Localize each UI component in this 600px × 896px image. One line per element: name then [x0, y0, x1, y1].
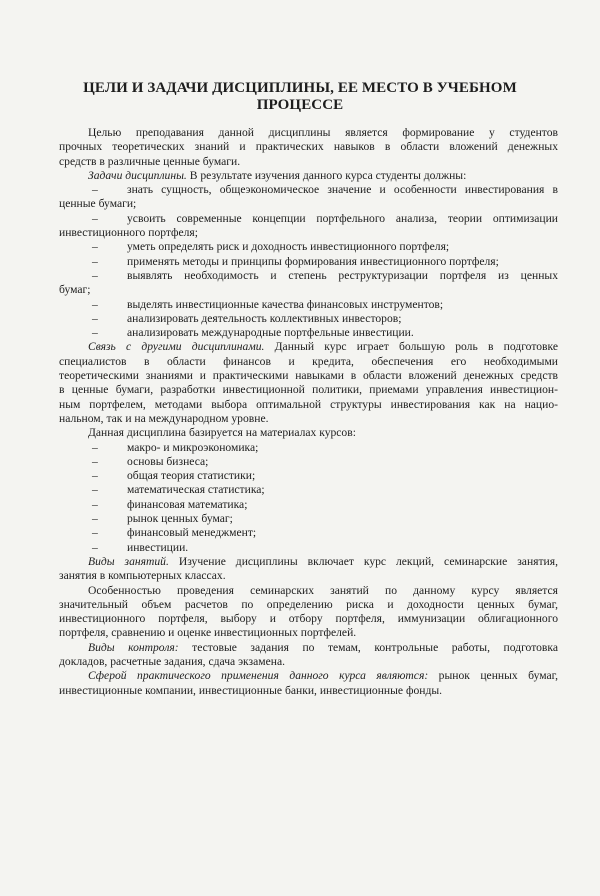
links-line-1: специалистов в области финансов и кредита, обеспечения его необходимыми [59, 354, 558, 368]
dash-mark: – [92, 497, 98, 511]
goal-line-2: прочных теоретических знаний и практических навыков в области вложений денежных [59, 140, 558, 154]
dash-mark: – [92, 240, 98, 254]
course-text: финансовый менеджмент; [127, 526, 257, 540]
links-line-5: нальном, так и на международном уровне. [59, 411, 269, 425]
tasks-label: Задачи дисциплины. [88, 168, 187, 182]
dash-mark: – [92, 469, 98, 483]
courses-intro: Данная дисциплина базируется на материалах курсов: [88, 426, 356, 440]
task-item-8 [88, 326, 558, 340]
course-text: рынок ценных бумаг; [127, 512, 233, 526]
dash-mark: – [92, 483, 98, 497]
sphere-intro: рынок ценных бумаг, [428, 669, 558, 683]
dash-mark: – [92, 211, 98, 225]
task-item-7 [88, 312, 558, 326]
course-item-2 [88, 455, 558, 469]
task-item-6 [88, 298, 558, 312]
kinds-label: Виды занятий. [88, 554, 169, 568]
task-item-2 [59, 212, 558, 226]
dash-mark: – [92, 326, 98, 340]
control-intro: тестовые задания по темам, контрольные работы, подготовка [178, 640, 558, 654]
task-item-5-cont: бумаг; [59, 283, 91, 297]
dash-mark: – [92, 440, 98, 454]
task-item-3 [88, 240, 558, 254]
course-text: финансовая математика; [127, 497, 248, 511]
goal-line-3: средств в различные ценные бумаги. [59, 154, 241, 168]
task-text: усвоить современные концепции портфельного анализа, теории оптимизации [127, 211, 558, 225]
dash-mark: – [92, 268, 98, 282]
task-text: знать сущность, общеэкономическое значение и особенности инвестирования в [127, 183, 558, 197]
control-line-2: докладов, расчетные задания, сдача экзамена. [59, 654, 285, 668]
seminar-line-4: портфеля, сравнению и оценке инвестиционных портфелей. [59, 626, 357, 640]
task-text: применять методы и принципы формирования инвестиционного портфеля; [127, 254, 499, 268]
kinds-heading [88, 555, 558, 569]
task-text: анализировать деятельность коллективных инвесторов; [127, 311, 402, 325]
links-line-4: ным портфелем, методами выбора оптимальной структуры инвестирования как на нацио- [59, 397, 558, 411]
course-item-6 [88, 512, 558, 526]
course-text: инвестиции. [127, 540, 189, 554]
title-line-1: ЦЕЛИ И ЗАДАЧИ ДИСЦИПЛИНЫ, ЕЕ МЕСТО В УЧЕБНОМ [83, 80, 517, 96]
seminar-line-1: Особенностью проведения семинарских занятий по данному курсу является [88, 583, 558, 597]
course-text: основы бизнеса; [127, 454, 209, 468]
links-heading [88, 340, 558, 354]
course-item-4 [88, 483, 558, 497]
seminar-line-3: инвестиционного портфеля, выбору и отбору портфеля, иммунизации облигационного [59, 612, 558, 626]
course-item-3 [88, 469, 558, 483]
course-text: математическая статистика; [127, 483, 265, 497]
dash-mark: – [92, 254, 98, 268]
task-item-4 [88, 255, 558, 269]
task-item-5 [59, 269, 558, 283]
kinds-intro: Изучение дисциплины включает курс лекций, семинарские занятия, [168, 554, 558, 568]
course-item-1 [88, 441, 558, 455]
course-item-8 [88, 541, 558, 555]
dash-mark: – [92, 454, 98, 468]
course-text: макро- и микроэкономика; [127, 440, 259, 454]
tasks-heading [88, 169, 558, 183]
links-intro: Данный курс играет большую роль в подготовке [264, 340, 558, 354]
task-text: анализировать международные портфельные инвестиции. [127, 326, 414, 340]
task-text: выявлять необходимость и степень реструктуризации портфеля из ценных [127, 268, 558, 282]
title-line-2: ПРОЦЕССЕ [256, 97, 344, 113]
page-title [60, 80, 540, 114]
dash-mark: – [92, 183, 98, 197]
task-item-1 [59, 183, 558, 197]
course-text: общая теория статистики; [127, 469, 256, 483]
task-item-2-cont: инвестиционного портфеля; [59, 226, 198, 240]
links-line-3: в ценные бумаги, разработки инвестиционной политики, приемами управления инвестицион- [59, 383, 558, 397]
dash-mark: – [92, 512, 98, 526]
goal-line-1: Целью преподавания данной дисциплины является формирование у студентов [88, 126, 558, 139]
document-body [59, 126, 558, 698]
seminar-line-2: значительный объем расчетов по определению риска и доходности ценных бумаг, [59, 597, 558, 611]
course-item-7 [88, 526, 558, 540]
kinds-line-2: занятия в компьютерных классах. [59, 569, 226, 583]
control-heading [88, 641, 558, 655]
dash-mark: – [92, 540, 98, 554]
course-item-5 [88, 498, 558, 512]
task-item-1-cont: ценные бумаги; [59, 197, 137, 211]
task-text: уметь определять риск и доходность инвестиционного портфеля; [127, 240, 450, 254]
sphere-label: Сферой практического применения данного курса являются: [88, 669, 429, 683]
sphere-line-2: инвестиционные компании, инвестиционные банки, инвестиционные фонды. [59, 683, 443, 697]
links-label: Связь с другими дисциплинами. [88, 340, 265, 354]
control-label: Виды контроля: [88, 640, 179, 654]
dash-mark: – [92, 297, 98, 311]
dash-mark: – [92, 311, 98, 325]
tasks-intro: В результате изучения данного курса студенты должны: [186, 168, 467, 182]
links-line-2: теоретическими знаниями и практическими навыками в области вложений денежных средств [59, 369, 558, 383]
dash-mark: – [92, 526, 98, 540]
task-text: выделять инвестиционные качества финансовых инструментов; [127, 297, 444, 311]
sphere-heading [88, 669, 558, 683]
